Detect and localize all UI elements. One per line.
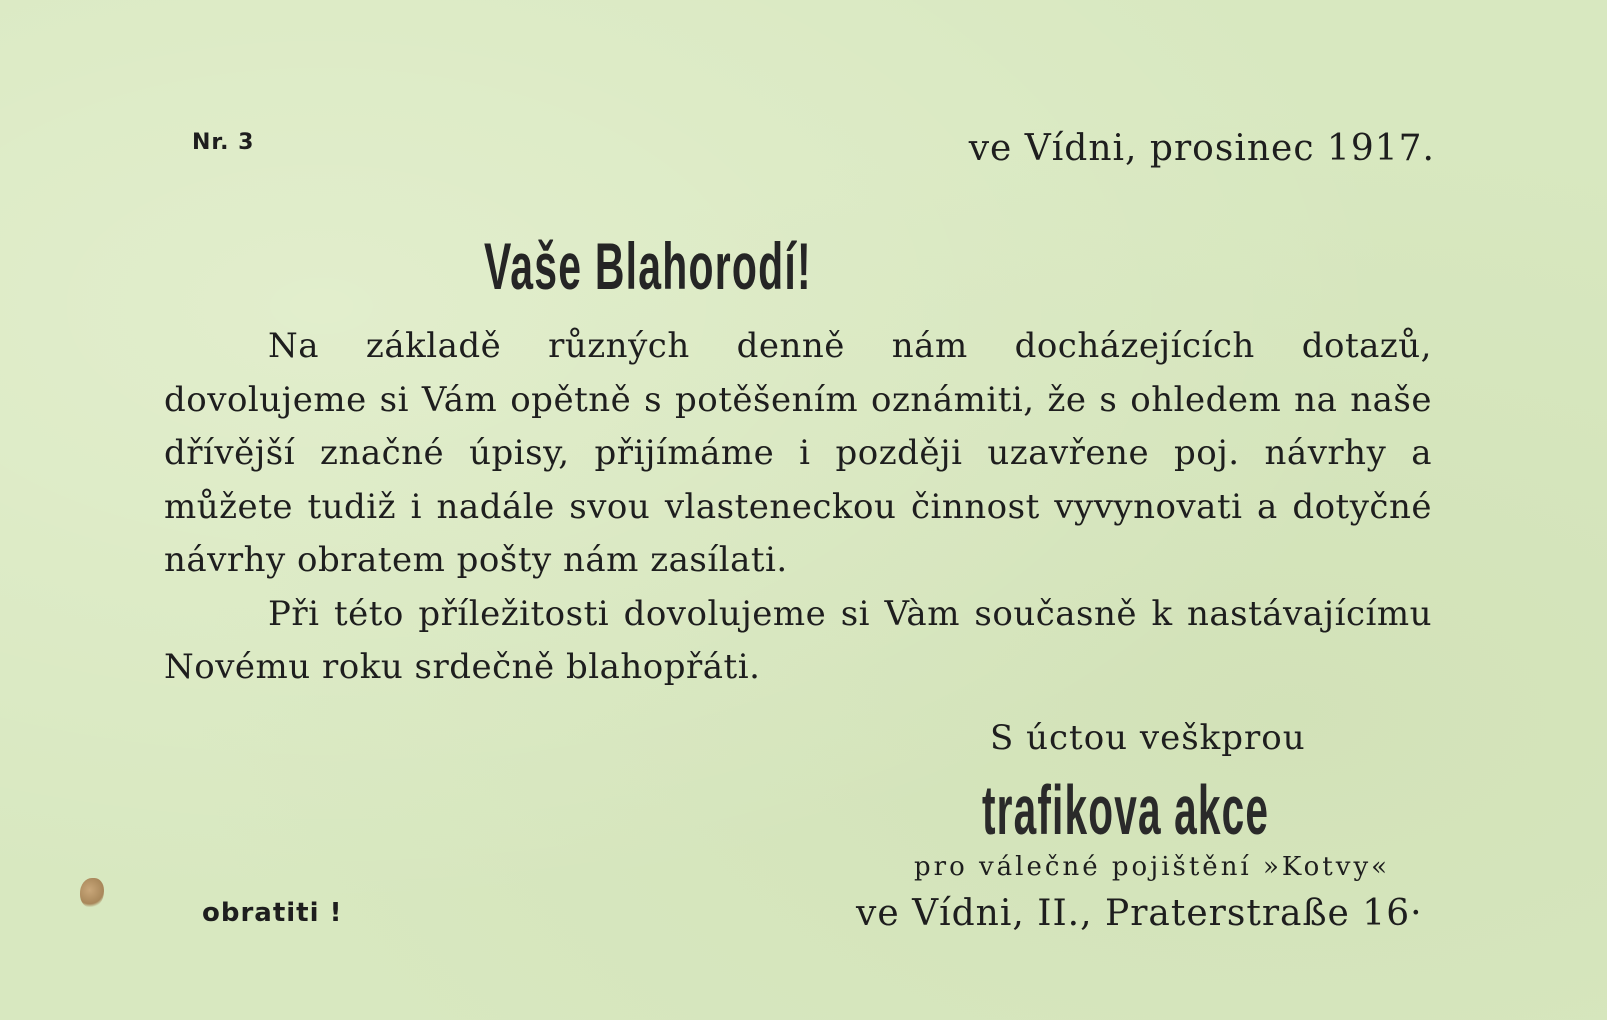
- closing-phrase: S úctou veškprou: [990, 718, 1306, 758]
- document-number: Nr. 3: [192, 130, 255, 155]
- company-subtitle: pro válečné pojištění »Kotvy«: [914, 852, 1391, 882]
- paper-stain: [80, 878, 104, 908]
- letter-body: [164, 320, 1432, 695]
- body-paragraph-1: Na základě různých denně nám docházejících dotazů, dovolujeme si Vám opětně s potěšením oznámiti, že s ohledem na naše dřívější značné úpisy, přijímáme i později uzavřene poj. návrhy a můžete tudiž i nadále svou vlasteneckou činnost vyvynovati a dotyčné návrhy obratem pošty nám zasílati.: [164, 326, 1432, 580]
- salutation-heading: Vaše Blahorodí!: [484, 229, 812, 303]
- place-and-date: ve Vídni, prosinec 1917.: [968, 128, 1435, 169]
- turn-over-note: obratiti !: [202, 898, 343, 928]
- company-address: ve Vídni, II., Praterstraße 16·: [856, 893, 1423, 934]
- body-paragraph-2: Při této příležitosti dovolujeme si Vàm současně k nastávajícímu Novému roku srdečně blahopřáti.: [164, 593, 1432, 687]
- company-name: trafikova akce: [982, 771, 1270, 849]
